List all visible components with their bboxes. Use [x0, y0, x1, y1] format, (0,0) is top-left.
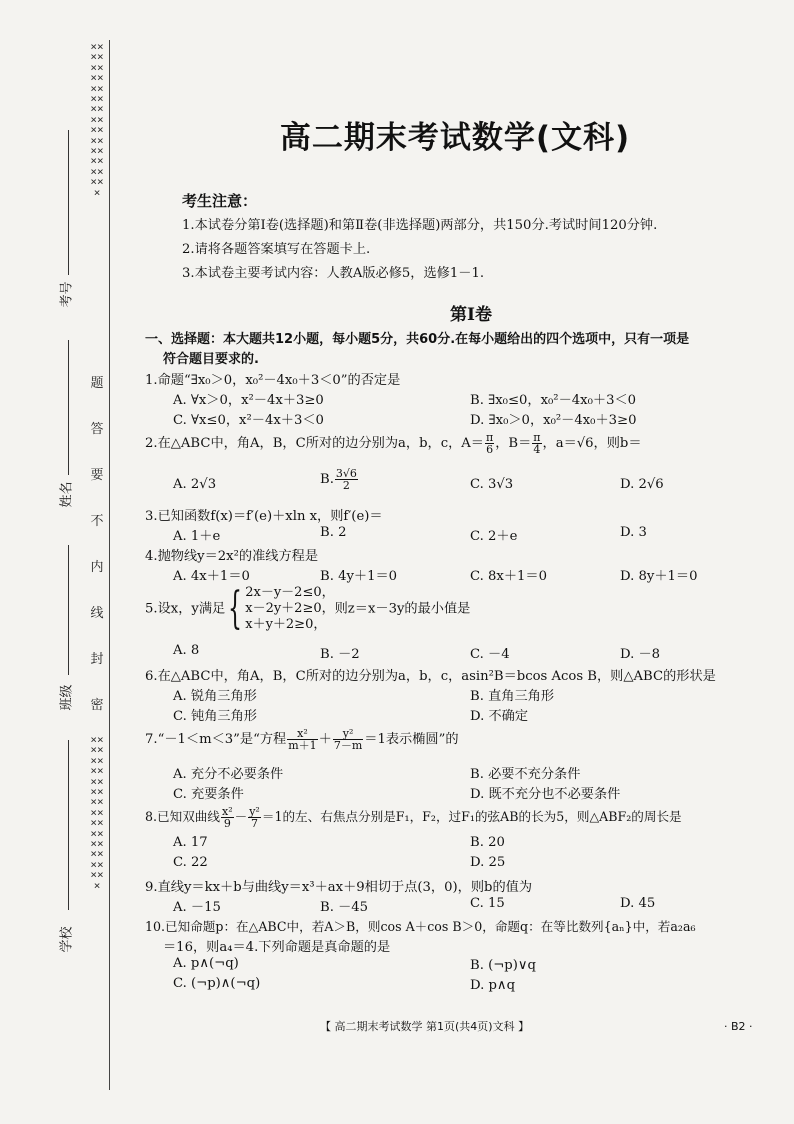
- q3-option-b: B. 2: [320, 525, 347, 540]
- q1-option-a: A. ∀x＞0，x²－4x＋3≥0: [173, 393, 324, 408]
- question-1-stem: 1.命题“∃x₀＞0，x₀²－4x₀＋3＜0”的否定是: [145, 373, 401, 388]
- school-label: 学校: [59, 926, 75, 953]
- notice-heading: 考生注意：: [182, 192, 258, 210]
- page-footer: 【 高二期末考试数学 第1页(共4页)文科 】: [320, 1020, 530, 1033]
- question-4-stem: 4.抛物线y＝2x²的准线方程是: [145, 549, 319, 564]
- q9-option-c: C. 15: [470, 896, 505, 911]
- question-3-stem: 3.已知函数f(x)＝f′(e)＋xln x，则f′(e)＝: [145, 509, 383, 524]
- class-label: 班级: [59, 684, 75, 711]
- binding-line: [109, 40, 110, 1090]
- question-7-stem: 7.“－1＜m＜3”是“方程 $\frac{\text{x²}}{m+1}$ ＋ $\frac{\text{y²}}{7-m}$ ＝1表示椭圆”的: [145, 727, 459, 752]
- inequality-system: 2x－y－2≤0， x－2y＋2≥0， x＋y＋2≥0，: [245, 585, 335, 632]
- cross-marks-top: ×××××××××××××××××××××××××××××: [90, 40, 104, 199]
- q7-option-a: A. 充分不必要条件: [173, 767, 284, 782]
- question-8-stem: 8.已知双曲线 $\frac{\text{x²}}{9}$ － $\frac{\text{y²}}{7}$ ＝1的左、右焦点分别是F₁，F₂，过F₁的弦AB的长为5，则△ABF₂的周长是: [145, 805, 682, 830]
- q3-option-d: D. 3: [620, 525, 647, 540]
- q5-option-a: A. 8: [173, 643, 200, 658]
- question-10-stem: 10.已知命题p：在△ABC中，若A＞B，则cos A＋cos B＞0，命题q：在等比数列{aₙ}中，若a₂a₆: [145, 919, 696, 934]
- fraction: $\frac{\pi}{6}$: [485, 431, 494, 456]
- name-line: [68, 340, 69, 475]
- q4-option-d: D. 8y＋1＝0: [620, 569, 698, 584]
- q7-option-c: C. 充要条件: [173, 787, 244, 802]
- q10-option-d: D. p∧q: [470, 978, 516, 993]
- q4-option-a: A. 4x＋1＝0: [173, 569, 250, 584]
- question-10-stem-2: ＝16，则a₄＝4.下列命题是真命题的是: [163, 940, 391, 955]
- cross-marks-bottom: ×××××××××××××××××××××××××××××: [90, 733, 104, 892]
- fraction: $\frac{\pi}{4}$: [533, 431, 541, 456]
- q9-option-d: D. 45: [620, 896, 656, 911]
- name-label: 姓名: [59, 481, 75, 508]
- seal-char: 要: [90, 468, 104, 483]
- q9-option-a: A. －15: [173, 900, 221, 915]
- q10-option-c: C. (¬p)∧(¬q): [173, 976, 261, 991]
- question-9-stem: 9.直线y＝kx＋b与曲线y＝x³＋ax＋9相切于点(3，0)，则b的值为: [145, 880, 533, 895]
- seal-char: 封: [90, 652, 104, 667]
- q1-option-b: B. ∃x₀≤0，x₀²－4x₀＋3＜0: [470, 393, 637, 408]
- seal-char: 答: [90, 422, 104, 437]
- q10-option-a: A. p∧(¬q): [173, 956, 239, 971]
- section-title: 第Ⅰ卷: [450, 305, 492, 325]
- page-title: 高二期末考试数学(文科): [279, 120, 631, 156]
- part1-instruction-2: 符合题目要求的.: [163, 352, 259, 367]
- q2-option-b: B. $\frac{3√6}{2}$: [320, 467, 357, 492]
- q8-option-a: A. 17: [173, 835, 208, 850]
- q6-option-b: B. 直角三角形: [470, 689, 555, 704]
- q2-option-d: D. 2√6: [620, 477, 664, 492]
- question-2-stem: 2.在△ABC中，角A，B，C所对的边分别为a，b，c，A＝ $\frac{\pi}{6}$ ，B＝ $\frac{\pi}{4}$ ，a＝√6，则b＝: [145, 431, 642, 456]
- q10-option-b: B. (¬p)∨q: [470, 958, 536, 973]
- q4-option-b: B. 4y＋1＝0: [320, 569, 398, 584]
- seal-char: 题: [90, 376, 104, 391]
- q6-option-c: C. 钝角三角形: [173, 709, 257, 724]
- question-5-stem: 5.设x，y满足{ 2x－y－2≤0， x－2y＋2≥0， x＋y＋2≥0，则z＝x－3y的最小值是: [145, 583, 471, 634]
- q5-option-d: D. －8: [620, 647, 661, 662]
- q4-option-c: C. 8x＋1＝0: [470, 569, 547, 584]
- notice-item: 3.本试卷主要考试内容：人教A版必修5，选修1－1.: [182, 266, 485, 281]
- q7-option-d: D. 既不充分也不必要条件: [470, 787, 621, 802]
- q2-option-c: C. 3√3: [470, 477, 514, 492]
- q8-option-b: B. 20: [470, 835, 505, 850]
- school-line: [68, 740, 69, 910]
- seal-char: 密: [90, 698, 104, 713]
- q6-option-d: D. 不确定: [470, 709, 529, 724]
- q1-option-d: D. ∃x₀＞0，x₀²－4x₀＋3≥0: [470, 413, 637, 428]
- seal-char: 内: [90, 560, 104, 575]
- q3-option-a: A. 1＋e: [173, 529, 221, 544]
- q5-option-c: C. －4: [470, 647, 510, 662]
- notice-item: 2.请将各题答案填写在答题卡上.: [182, 242, 371, 257]
- q7-option-b: B. 必要不充分条件: [470, 767, 581, 782]
- class-line: [68, 545, 69, 675]
- q9-option-b: B. －45: [320, 900, 369, 915]
- q6-option-a: A. 锐角三角形: [173, 689, 257, 704]
- q3-option-c: C. 2＋e: [470, 529, 518, 544]
- q8-option-d: D. 25: [470, 855, 506, 870]
- page-code: · B2 ·: [724, 1020, 753, 1033]
- exam-no-line: [68, 130, 69, 275]
- q1-option-c: C. ∀x≤0，x²－4x＋3＜0: [173, 413, 324, 428]
- q8-option-c: C. 22: [173, 855, 208, 870]
- notice-item: 1.本试卷分第Ⅰ卷(选择题)和第Ⅱ卷(非选择题)两部分，共150分.考试时间120分钟.: [182, 218, 658, 233]
- q2-option-a: A. 2√3: [173, 477, 217, 492]
- seal-char: 线: [90, 606, 104, 621]
- part1-instruction: 一、选择题：本大题共12小题，每小题5分，共60分.在每小题给出的四个选项中，只有一项是: [145, 332, 690, 347]
- question-6-stem: 6.在△ABC中，角A，B，C所对的边分别为a，b，c，asin²B＝bcos Acos B，则△ABC的形状是: [145, 669, 716, 684]
- seal-char: 不: [90, 514, 104, 529]
- exam-no-label: 考号: [59, 281, 75, 308]
- q5-option-b: B. －2: [320, 647, 360, 662]
